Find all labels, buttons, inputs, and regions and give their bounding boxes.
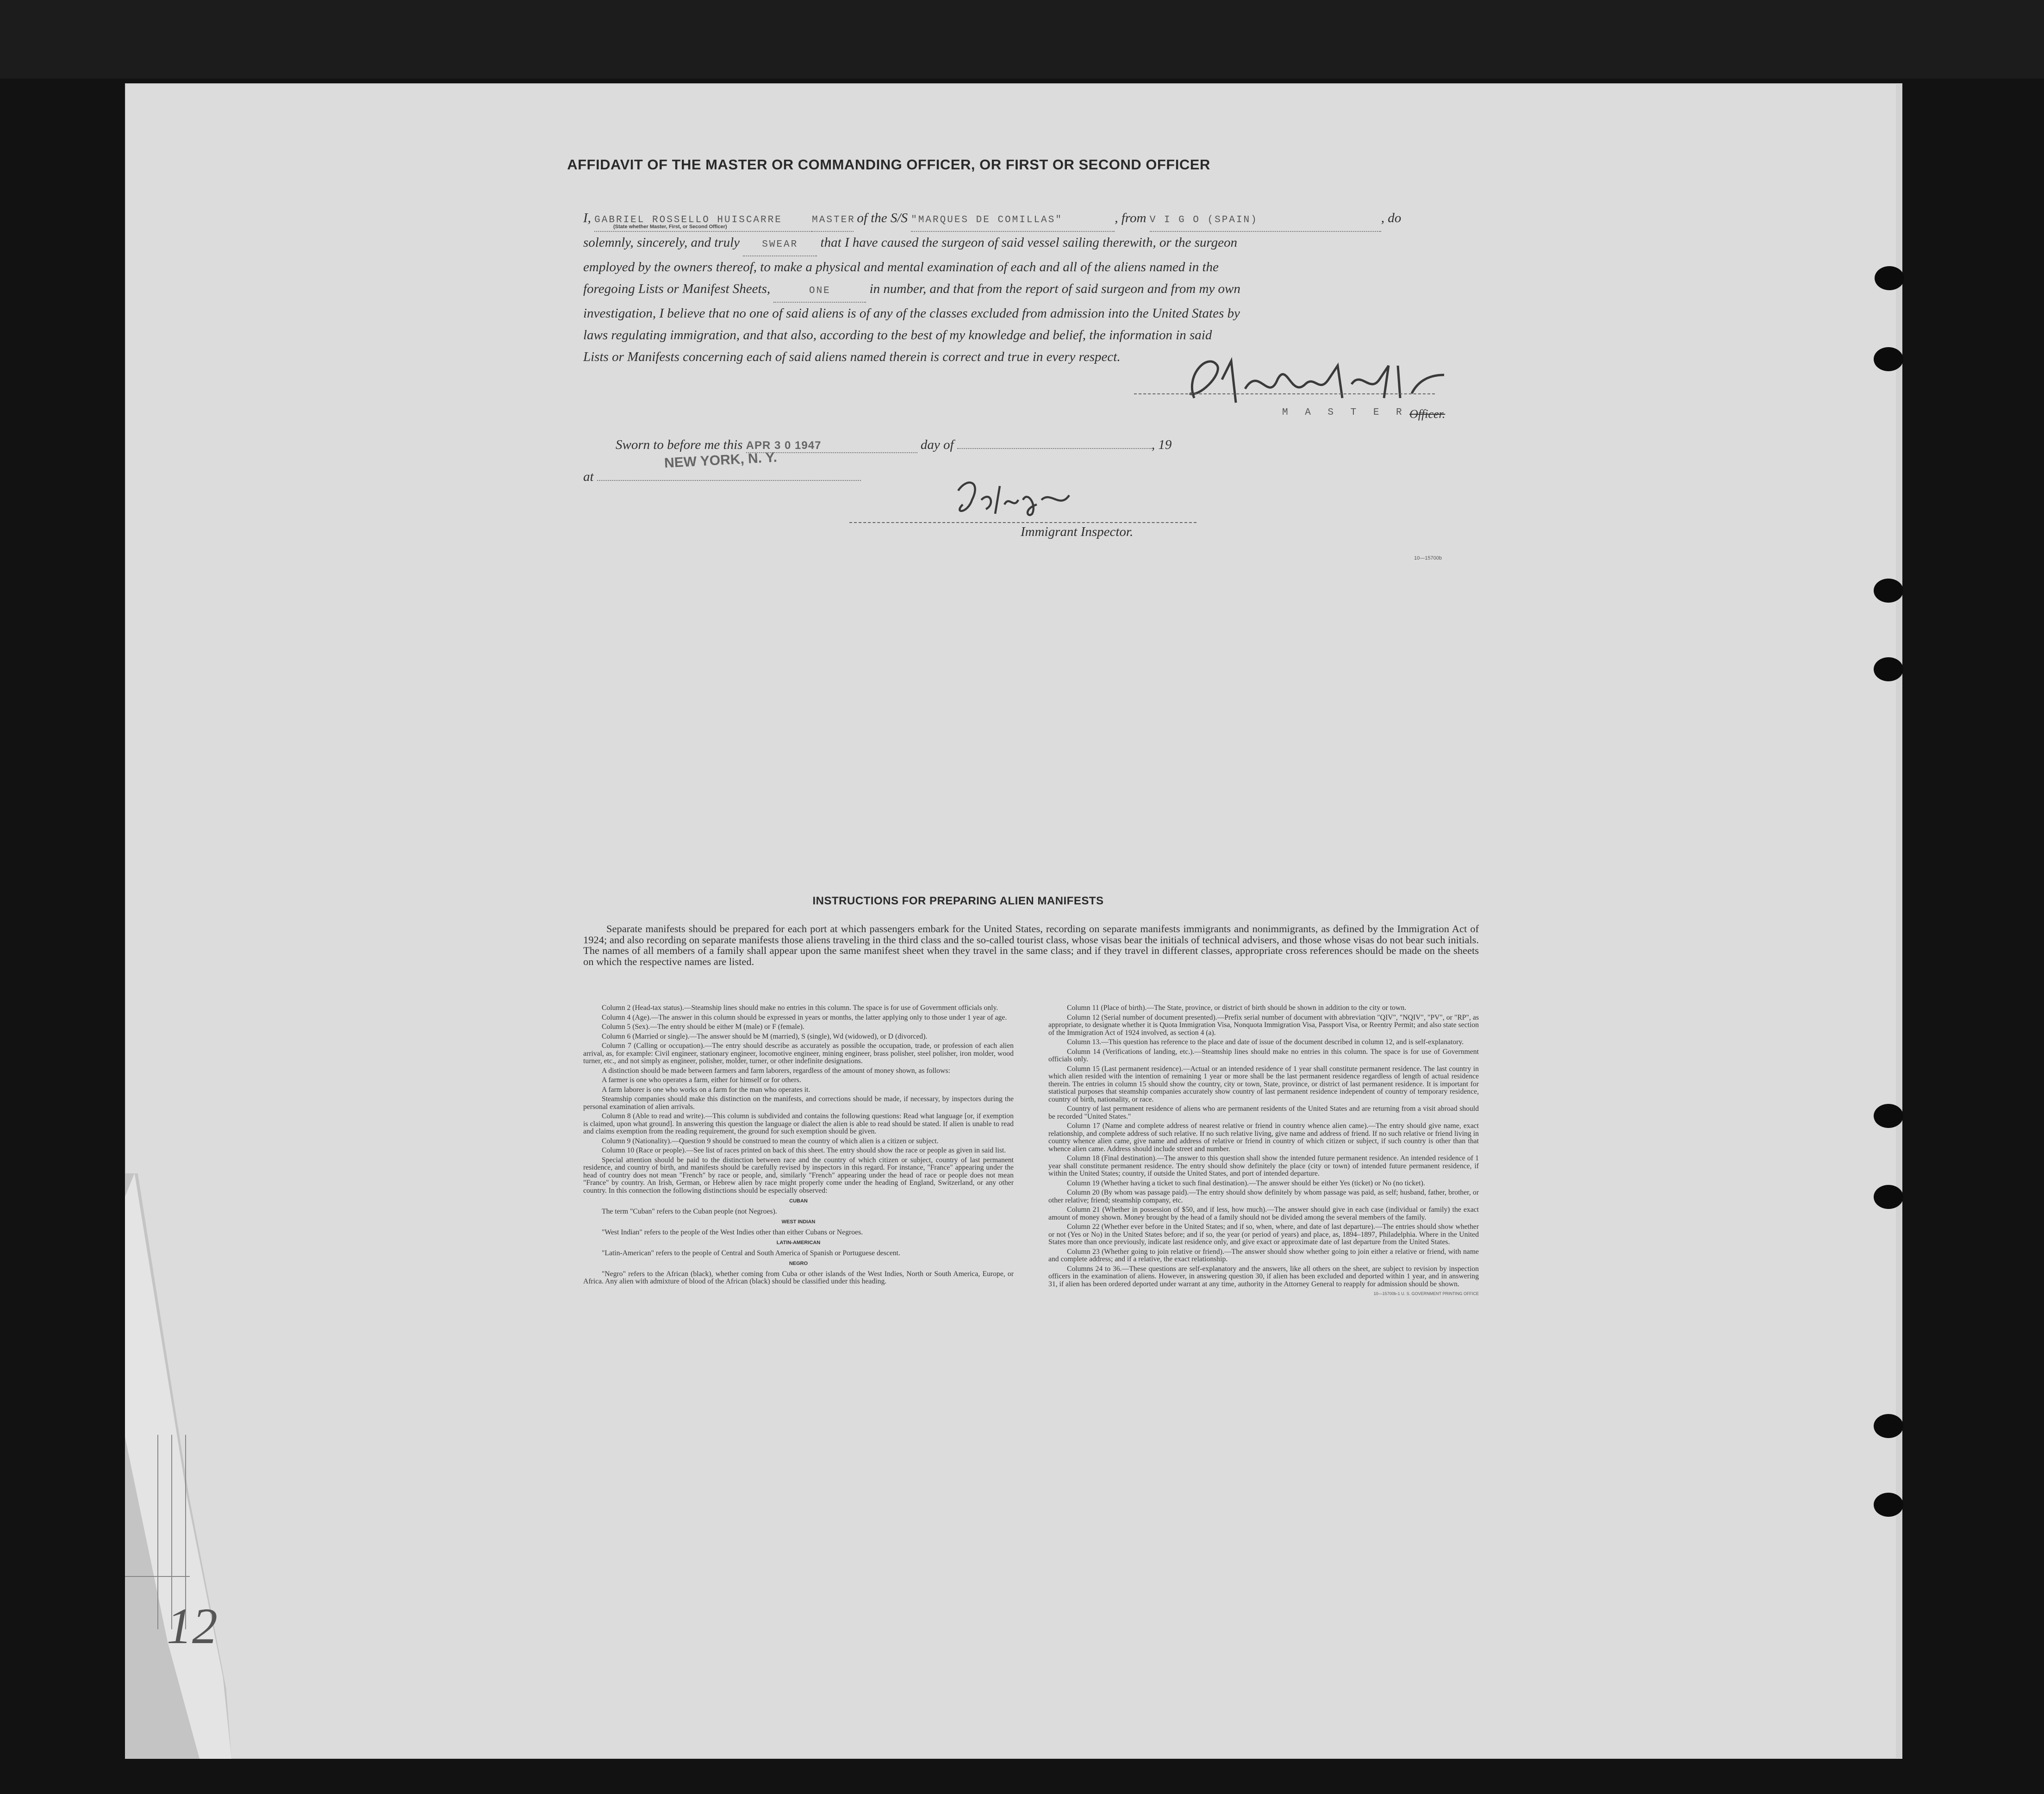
instructions-intro: Separate manifests should be prepared for each port at which passengers embark for the United States, recording on separate manifests immigrants and nonimmigrants, as defined by the Immigration Act of 1924; and also recording on separate manifests those aliens traveling in the third class and the so-called tourist class, whose visas bear the initials of technical advisers, and those whose visas do not bear such initials. The names of all members of a family shall appear upon the same manifest sheet when they travel in the same class; and if they travel in different classes, appropriate cross references should be made on the sheets on which the respective names are listed. bbox=[583, 923, 1479, 967]
instr-left-0: Column 2 (Head-tax status).—Steamship lines should make no entries in this column. The space is for use of Government officials only. bbox=[602, 1004, 998, 1012]
affidavit-line-5: investigation, I believe that no one of said aliens is of any of the classes excluded from admission into the United States by bbox=[583, 306, 1240, 321]
instr-left-8: Steamship companies should make this distinction on the manifests, and corrections should be made, if necessary, by inspectors during the personal examination of alien arrivals. bbox=[583, 1095, 1014, 1111]
instr-left-2: Column 5 (Sex).—The entry should be either M (male) or F (female). bbox=[602, 1023, 804, 1031]
instr-right-1: Column 12 (Serial number of document presented).—Prefix serial number of document with abbreviation "QIV", "NQIV", "PV", or "RP", as appropriate, to designate whether it is Quota Immigration Visa, Nonquota Immigration Visa, Passport Visa, or Reentry Permit; and also state section of the Immigration Act of 1924 involved, as section 4 (a). bbox=[1048, 1013, 1479, 1037]
punch-hole bbox=[1874, 1104, 1903, 1128]
at-line: at bbox=[583, 469, 861, 485]
punch-hole bbox=[1874, 579, 1903, 603]
punch-hole bbox=[1874, 1185, 1903, 1209]
west-indian-heading: WEST INDIAN bbox=[781, 1219, 816, 1225]
scan-border-top bbox=[0, 0, 2044, 79]
cuban-heading: CUBAN bbox=[789, 1198, 808, 1204]
rank-note: (State whether Master, First, or Second Officer) bbox=[613, 224, 727, 230]
affidavit-line-2: solemnly, sincerely, and truly SWEAR that I have caused the surgeon of said vessel sailing therewith, or the surgeon bbox=[583, 232, 1479, 256]
oath-field: SWEAR bbox=[743, 234, 817, 256]
instr-left-1: Column 4 (Age).—The answer in this column should be expressed in years or months, the latter applying only to those under 1 year of age. bbox=[602, 1013, 1007, 1022]
instr-left-10: Column 9 (Nationality).—Question 9 should be construed to mean the country of which alien is a citizen or subject. bbox=[602, 1137, 939, 1145]
instr-left-4: Column 7 (Calling or occupation).—The entry should describe as accurately as possible the occupation, trade, or profession of each alien arrival, as, for example: Civil engineer, stationary engineer, locomotive engineer, mining engineer, brass polisher, steel polisher, iron molder, wood turner, etc., and not simply as engineer, polisher, molder, turner, or other indefinite designations. bbox=[583, 1042, 1014, 1065]
place-stamp: NEW YORK, N. Y. bbox=[664, 449, 778, 471]
negro-heading: NEGRO bbox=[789, 1261, 808, 1266]
affidavit-title: AFFIDAVIT OF THE MASTER OR COMMANDING OFFICER, OR FIRST OR SECOND OFFICER bbox=[567, 156, 1210, 173]
instr-right-10: Column 21 (Whether in possession of $50, and if less, how much).—The answer should give in each case (individual or family) the exact amount of money shown. Money brought by the head of a family should not be divided among the several members of the family. bbox=[1048, 1206, 1479, 1221]
negro-text: "Negro" refers to the African (black), whether coming from Cuba or other islands of the West Indies, North or South America, Europe, or Africa. Any alien with admixture of blood of the African (black) should be classified under this heading. bbox=[583, 1270, 1014, 1285]
instr-right-2: Column 13.—This question has reference to the place and date of issue of the document described in column 12, and is self-explanatory. bbox=[1067, 1038, 1464, 1046]
sworn-date-stamp: APR 3 0 1947 bbox=[746, 439, 917, 453]
at-place-field bbox=[597, 480, 861, 481]
affidavit-line-6: laws regulating immigration, and that also, according to the best of my knowledge and belief, the information in said bbox=[583, 328, 1212, 343]
punch-hole bbox=[1874, 1414, 1903, 1438]
punch-hole bbox=[1874, 657, 1903, 681]
inspector-signature bbox=[949, 472, 1088, 523]
affidavit-line-4: foregoing Lists or Manifest Sheets, ONE in number, and that from the report of said surgeon and from my own bbox=[583, 278, 1479, 303]
sworn-month-field bbox=[957, 448, 1152, 449]
instr-right-13: Columns 24 to 36.—These questions are self-explanatory and the answers, like all others on the sheet, are subject to revision by inspection officers in the examination of aliens. However, in answering question 30, if alien has been excluded and deported within 1 year, and in answering 31, if alien has been ordered deported under warrant at any time, authority in the Attorney General to reapply for admission should be shown. bbox=[1048, 1265, 1479, 1288]
affidavit-line-7: Lists or Manifests concerning each of said aliens named therein is correct and true in every respect. bbox=[583, 349, 1121, 364]
inspector-signature-line bbox=[849, 522, 1196, 523]
corner-handwriting: 12 bbox=[167, 1598, 218, 1654]
instr-right-4: Column 15 (Last permanent residence).—Actual or an intended residence of 1 year shall constitute permanent residence. The last country in which alien resided with the intention of remaining 1 year or more shall be the last permanent residence regardless of length of actual residence therein. The entries in column 15 should show the country, city or town, State, province, or district of last permanent residence. It is important for statistical purposes that steamship companies accurately show country of last permanent residence independent of country of temporary residence, country of birth, nationality, or race. bbox=[1048, 1065, 1479, 1103]
instr-right-9: Column 20 (By whom was passage paid).—The entry should show definitely by whom passage was paid, as self; husband, father, brother, or other relative; friend; steamship company, etc. bbox=[1048, 1189, 1479, 1204]
punch-hole bbox=[1874, 347, 1903, 371]
affidavit-text bbox=[583, 207, 1479, 368]
punch-hole bbox=[1875, 266, 1904, 290]
affidavit-line-3: employed by the owners thereof, to make a physical and mental examination of each and all of the aliens named in the bbox=[583, 260, 1219, 274]
instr-left-11: Column 10 (Race or people).—See list of races printed on back of this sheet. The entry should show the race or people as given in said list. bbox=[602, 1146, 1006, 1154]
form-number: 10—15700b bbox=[1414, 555, 1442, 561]
master-signature bbox=[1166, 347, 1453, 412]
underlying-grid-line bbox=[125, 1576, 190, 1577]
underlying-grid-line bbox=[157, 1435, 158, 1629]
officer-label: Officer. bbox=[1409, 407, 1446, 421]
instr-right-11: Column 22 (Whether ever before in the United States; and if so, when, where, and date of last departure).—The entries should show whether or not (Yes or No) in the United States before; and if so, the year (or period of years) and place, as, 1894–1897, Philadelphia. Where in the United States more than once previously, indicate last residence only, and give exact or approximate date of last departure from the United States. bbox=[1048, 1223, 1479, 1246]
instr-left-3: Column 6 (Married or single).—The answer should be M (married), S (single), Wd (widowed), or D (divorced). bbox=[602, 1032, 928, 1040]
instr-left-5: A distinction should be made between farmers and farm laborers, regardless of the amount of money shown, as follows: bbox=[602, 1066, 950, 1075]
instructions-title: INSTRUCTIONS FOR PREPARING ALIEN MANIFESTS bbox=[812, 895, 1104, 907]
punch-hole bbox=[1874, 1493, 1903, 1517]
printing-office-footer: 10—15700b-1 U. S. GOVERNMENT PRINTING OFFICE bbox=[1373, 1291, 1479, 1296]
instr-left-12: Special attention should be paid to the distinction between race and the country of which citizen or subject, country of last permanent residence, and country of birth, and manifests should be carefully revised by inspectors in this regard. For instance, "France" appearing under the head of country does not mean "French" by race or people, and, similarly "French" appearing under the head of race or people does not mean "France" by country. An Irish, German, or Hebrew alien by race might properly come under the heading of England, Switzerland, or any other country. In this connection the following distinctions should be especially observed: bbox=[583, 1156, 1014, 1195]
instr-left-9: Column 8 (Able to read and write).—This column is subdivided and contains the following questions: Read what language [or, if exemption is claimed, upon what ground]. In answering this question the language or dialect the alien is able to read should be stated. If alien is unable to read and claims exemption from the reading requirement, the ground for such exemption should be given. bbox=[583, 1112, 1014, 1135]
instr-right-6: Column 17 (Name and complete address of nearest relative or friend in country whence alien came).—The entry should give name, exact relationship, and complete address of such relative. If no such relative living, give name and address of friend. If no such relative or friend living in country whence alien came, give name and address of relative or friend in country of which citizen or subject, if such country is other than that whence alien came. Address should include street and number. bbox=[1048, 1122, 1479, 1153]
master-signature-line bbox=[1134, 393, 1435, 394]
west-indian-text: "West Indian" refers to the people of the West Indies other than either Cubans or Negroes. bbox=[602, 1228, 863, 1236]
origin-port-field: V I G O (SPAIN) bbox=[1150, 209, 1381, 232]
officer-rank: M A S T E R bbox=[1282, 407, 1408, 418]
rank-field: MASTER bbox=[812, 209, 854, 232]
instr-right-8: Column 19 (Whether having a ticket to such final destination).—The answer should be either Yes (ticket) or No (no ticket). bbox=[1067, 1179, 1425, 1187]
vessel-name-field: "MARQUES DE COMILLAS" bbox=[911, 209, 1115, 232]
master-name-field: GABRIEL ROSSELLO HUISCARRE bbox=[594, 209, 812, 232]
sheet-count-field: ONE bbox=[773, 280, 866, 303]
sworn-line: Sworn to before me this APR 3 0 1947 day of , 19 bbox=[616, 437, 1172, 452]
instr-left-6: A farmer is one who operates a farm, either for himself or for others. bbox=[602, 1076, 801, 1084]
instructions-right-column bbox=[1048, 1004, 1479, 1300]
manifest-page bbox=[125, 83, 1902, 1759]
instr-right-0: Column 11 (Place of birth).—The State, province, or district of birth should be shown in addition to the city or town. bbox=[1067, 1004, 1407, 1012]
latin-american-text: "Latin-American" refers to the people of Central and South America of Spanish or Portuguese descent. bbox=[602, 1249, 900, 1257]
instr-right-5: Country of last permanent residence of aliens who are permanent residents of the United States and are returning from a visit abroad should be recorded "United States." bbox=[1048, 1105, 1479, 1121]
cuban-text: The term "Cuban" refers to the Cuban people (not Negroes). bbox=[602, 1207, 777, 1215]
inspector-title: Immigrant Inspector. bbox=[1021, 524, 1134, 539]
instr-right-3: Column 14 (Verifications of landing, etc.).—Steamship lines should make no entries in this column. The space is for use of Government officials only. bbox=[1048, 1047, 1479, 1063]
latin-american-heading: LATIN-AMERICAN bbox=[776, 1240, 821, 1246]
instr-right-7: Column 18 (Final destination).—The answer to this question shall show the intended future permanent residence. An intended residence of 1 year shall constitute permanent residence. The entry should show definitely the place (city or town) of intended future permanent residence, if within the United States; country, if outside the United States, and port of intended departure. bbox=[1048, 1154, 1479, 1177]
instructions-left-column bbox=[583, 1004, 1014, 1288]
instr-right-12: Column 23 (Whether going to join relative or friend).—The answer should show whether going to join either a relative or friend, with name and complete address; and if a relative, the exact relationship. bbox=[1048, 1247, 1479, 1263]
affidavit-line-1: I, GABRIEL ROSSELLO HUISCARRE MASTER of the S/S "MARQUES DE COMILLAS" , from V I G O (SPAIN) , do bbox=[583, 207, 1479, 232]
instr-left-7: A farm laborer is one who works on a farm for the man who operates it. bbox=[602, 1085, 810, 1094]
